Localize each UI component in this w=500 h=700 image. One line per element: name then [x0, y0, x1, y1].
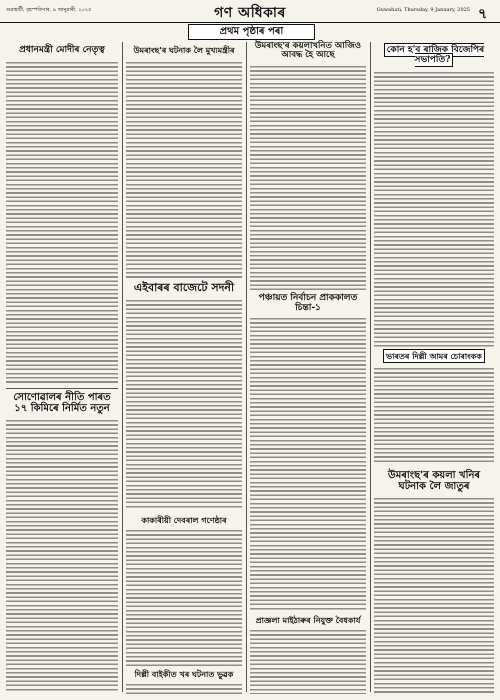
article-body [250, 630, 366, 694]
headline-sonowal: সোণোৱালৰ নীতি পাৰত ১৭ কিমিৰে নিৰ্মিত নতুন [13, 392, 111, 414]
headline-delhi-text: ভাৰতৰ দিল্লী আমৰ চোৰাংকক [383, 349, 485, 363]
article-body [126, 530, 242, 666]
article-body [374, 368, 494, 464]
header-date-left: গুৱাহাটী, বৃহস্পতিবাৰ, ৯ জানুৱাৰী, ২০২৫ [6, 7, 92, 13]
headline-kamrup: কাকাৰীয়ী দেবৰাল গণেষ্ঠাৰ [141, 515, 227, 525]
article-body [126, 684, 242, 694]
headline-umrangso-black2: উমৰাংছ'ৰ কয়লা খনিৰ ঘটনাক লৈ জাতুৰ [387, 470, 481, 492]
masthead: গণ অধিকাৰ [214, 5, 286, 21]
headline-kon-rajik-text: কোন হ'ব ৰাজিক বিজেপিৰ সভাপতি? [384, 43, 484, 67]
headline-panchayat: পঞ্চায়ত নিৰ্বাচন প্ৰাককালত চিন্তা-১ [258, 293, 358, 313]
column-rule [370, 42, 371, 692]
article-body [126, 300, 242, 510]
article-divider [6, 388, 118, 389]
headline-bottom: দিল্লী বাইকীত খৰ ঘটনাত ভুৱক [134, 669, 234, 679]
page-number: ৭ [478, 6, 488, 22]
article-body [250, 66, 366, 290]
page-header [0, 0, 500, 23]
headline-umrangso-rescue: উমৰাংছ'ৰ ঘটনাক লৈ মুখ্যমন্ত্ৰীৰ [133, 45, 235, 55]
headline-kon-rajik [374, 46, 494, 66]
article-body [126, 62, 242, 278]
article-body [374, 72, 494, 348]
article-body [6, 420, 118, 692]
headline-delhi [374, 352, 494, 361]
column-rule [246, 42, 247, 692]
article-body [250, 318, 366, 612]
headline-prajna: প্ৰাজ্ঞলা মাইঠাৰুৰ নিযুক্ত বৈধকাৰ্য [255, 615, 361, 625]
headline-modi-leadership: প্ৰধানমন্ত্ৰী মোদীৰ নেতৃত্ব [19, 45, 105, 55]
header-date-right: Guwahati, Thursday, 9 January, 2025 [376, 7, 470, 13]
headline-umrangso-black: উমৰাংছ'ৰ কয়লাখনিত আজিও আবদ্ধ হৈ আছে [254, 41, 362, 61]
article-body [374, 498, 494, 694]
section-banner: প্ৰথম পৃষ্ঠাৰ পৰা [188, 24, 315, 40]
article-body [6, 62, 118, 384]
headline-budget: এইবাৰৰ বাজেটে সদনী [133, 281, 235, 294]
column-rule [122, 42, 123, 692]
